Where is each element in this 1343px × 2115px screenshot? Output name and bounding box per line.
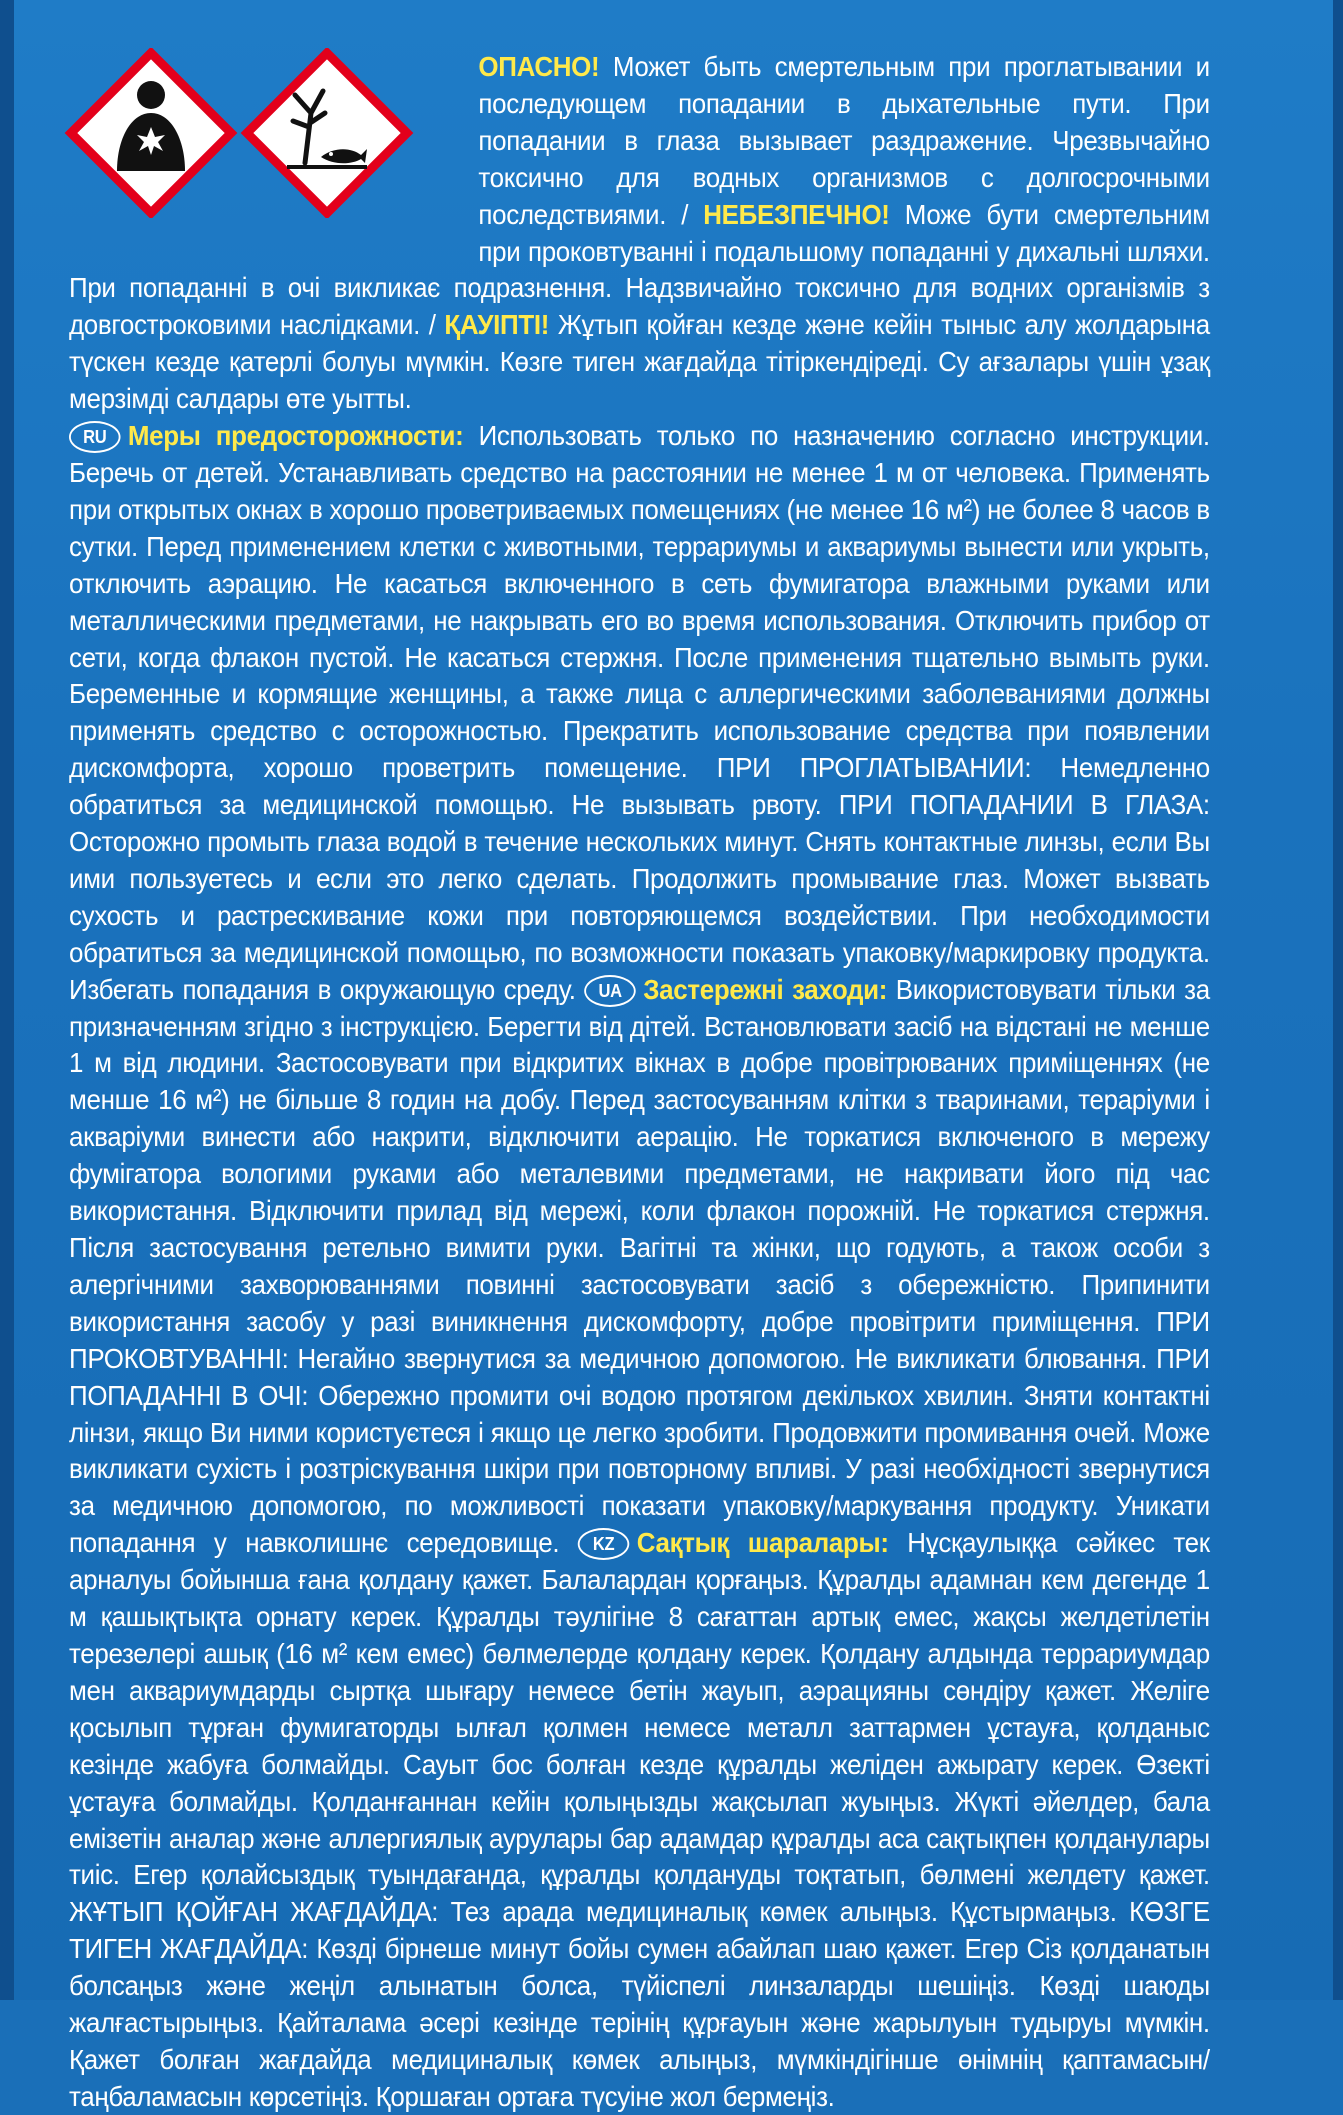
kz-precautions-text: Нұсқаулыққа сәйкес тек арналуы бойынша ғана қолдану қажет. Балалардан қорғаңыз. Құралды адамнан кем дегенде 1 м қашықтықта орнату керек. Құралды тәулігіне 8 сағаттан артық емес, жақсы желдетілетін терезелері ашық (16 м² кем емес) бөлмелерде қолдану керек. Қолдану алдында террариумдар мен аквариумдарды сыртқа шығару немесе бетін жауып, аэрацияны сөндіру қажет. Желіге қосылып тұрған фумигаторды ылғал қолмен немесе металл заттармен ұстауға, қолданыс кезінде жабуға болмайды. Сауыт бос болған кезде құралды желіден ажырату керек. Өзекті ұстауға болмайды. Қолданғаннан кейін қолыңызды жақсылап жуыңыз. Жүкті әйелдер, бала емізетін аналар және аллергиялық аурулары бар адамдар құралды аса сақтықпен қолданулары тиіс. Егер қолайсыздық туындағанда, құралды қолдануды тоқтатып, бөлмені желдету қажет. ЖҰТЫП ҚОЙҒАН ЖАҒДАЙДА: Тез арада медициналық көмек алыңыз. Құстырмаңыз. КӨЗГЕ ТИГЕН ЖАҒДАЙДА: Көзді бірнеше минут бойы сумен абайлап шаю қажет. Егер Сіз қолданатын болсаңыз және жеңіл алынатын болса, түйіспелі линзаларды шешіңіз. Көзді шаюды жалғастырыңыз. Қайталама әсері кезінде терінің құрғауын және жарылуын тудыруы мүмкін. Қажет болған жағдайда медициналық көмек алыңыз, мүмкіндігінше өнімнің қаптамасын/таңбаламасын көрсетіңіз. Қоршаған ортаға түсуіне жол бермеңіз. — [69, 1526, 1210, 2112]
ru-hazard-text: Может быть смертельным при проглатывании и последующем попадании в дыхательные пути. При попадании в глаза вызывает раздражение. Чрезвычайно токсично для водных организмов с долгосрочными последствиями. / — [478, 50, 1210, 230]
ua-language-badge: UA — [584, 975, 636, 1007]
kz-hazard-text: Жұтып қойған кезде және кейін тыныс алу жолдарына түскен кезде қатерлі болуы мүмкін. Көзге тиген жағдайда тітіркендіреді. Су ағзалары үшін ұзақ мерзімді салдары өте уытты. — [69, 308, 1210, 415]
kz-precautions-heading: Сақтық шаралары: — [636, 1526, 889, 1559]
label-text-block — [69, 48, 1210, 2115]
ua-precautions-heading: Застережні заходи: — [643, 972, 888, 1005]
ru-precautions-text: Использовать только по назначению согласно инструкции. Беречь от детей. Устанавливать средство на расстоянии не менее 1 м от человека. Применять при открытых окнах в хорошо проветриваемых помещениях (не менее 16 м²) не более 8 часов в сутки. Перед применением клетки с животными, террариумы и аквариумы вынести или укрыть, отключить аэрацию. Не касаться включенного в сеть фумигатора влажными руками или металлическими предметами, не накрывать его во время использования. Отключить прибор от сети, когда флакон пустой. Не касаться стержня. После применения тщательно вымыть руки. Беременные и кормящие женщины, а также лица с аллергическими заболеваниями должны применять средство с осторожностью. Прекратить использование средства при появлении дискомфорта, хорошо проветрить помещение. ПРИ ПРОГЛАТЫВАНИИ: Немедленно обратиться за медицинской помощью. Не вызывать рвоту. ПРИ ПОПАДАНИИ В ГЛАЗА: Осторожно промыть глаза водой в течение нескольких минут. Снять контактные линзы, если Вы ими пользуетесь и если это легко сделать. Продолжить промывание глаз. Может вызвать сухость и растрескивание кожи при повторяющемся воздействии. При необходимости обратиться за медицинской помощью, по возможности показать упаковку/маркировку продукта. Избегать попадания в окружающую среду. — [69, 419, 1210, 1005]
ua-precautions-text: Використовувати тільки за призначенням згідно з інструкцією. Берегти від дітей. Встановлювати засіб на відстані не менше 1 м від людини. Застосовувати при відкритих вікнах в добре провітрюваних приміщеннях (не менше 16 м²) не більше 8 годин на добу. Перед застосуванням клітки з тваринами, тераріуми і акваріуми винести або накрити, відключити аерацію. Не торкатися включеного в мережу фумігатора вологими руками або металевими предметами, не накривати його під час використання. Відключити прилад від мережі, коли флакон порожній. Не торкатися стержня. Після застосування ретельно вимити руки. Вагітні та жінки, що годують, а також особи з алергічними захворюваннями повинні застосовувати засіб з обережністю. Припинити використання засобу у разі виникнення дискомфорту, добре провітрити приміщення. ПРИ ПРОКОВТУВАННІ: Негайно звернутися за медичною допомогою. Не викликати блювання. ПРИ ПОПАДАННІ В ОЧІ: Обережно промити очі водою протягом декількох хвилин. Зняти контактні лінзи, якщо Ви ними користуєтеся і якщо це легко зробити. Продовжити промивання очей. Може викликати сухість і розтріскування шкіри при повторному впливі. У разі необхідності звернутися за медичною допомогою, по можливості показати упаковку/маркування продукту. Уникати попадання у навколишнє середовище. — [69, 972, 1210, 1559]
ua-signal-word: НЕБЕЗПЕЧНО! — [703, 197, 890, 230]
ru-precautions-heading: Меры предосторожности: — [127, 419, 464, 452]
kz-language-badge: KZ — [578, 1528, 630, 1560]
ru-signal-word: ОПАСНО! — [478, 50, 600, 82]
ua-hazard-text: Може бути смертельним при проковтуванні і подальшому попаданні у дихальні шляхи. При попаданні в очі викликає подразнення. Надзвичайно токсично для водних організмів з довгостроковими наслідками. / — [69, 197, 1210, 341]
kz-signal-word: ҚАУІПТІ! — [444, 308, 550, 341]
ru-language-badge: RU — [69, 421, 121, 453]
precautions-section — [69, 417, 1210, 2115]
pictogram-space — [69, 48, 478, 266]
